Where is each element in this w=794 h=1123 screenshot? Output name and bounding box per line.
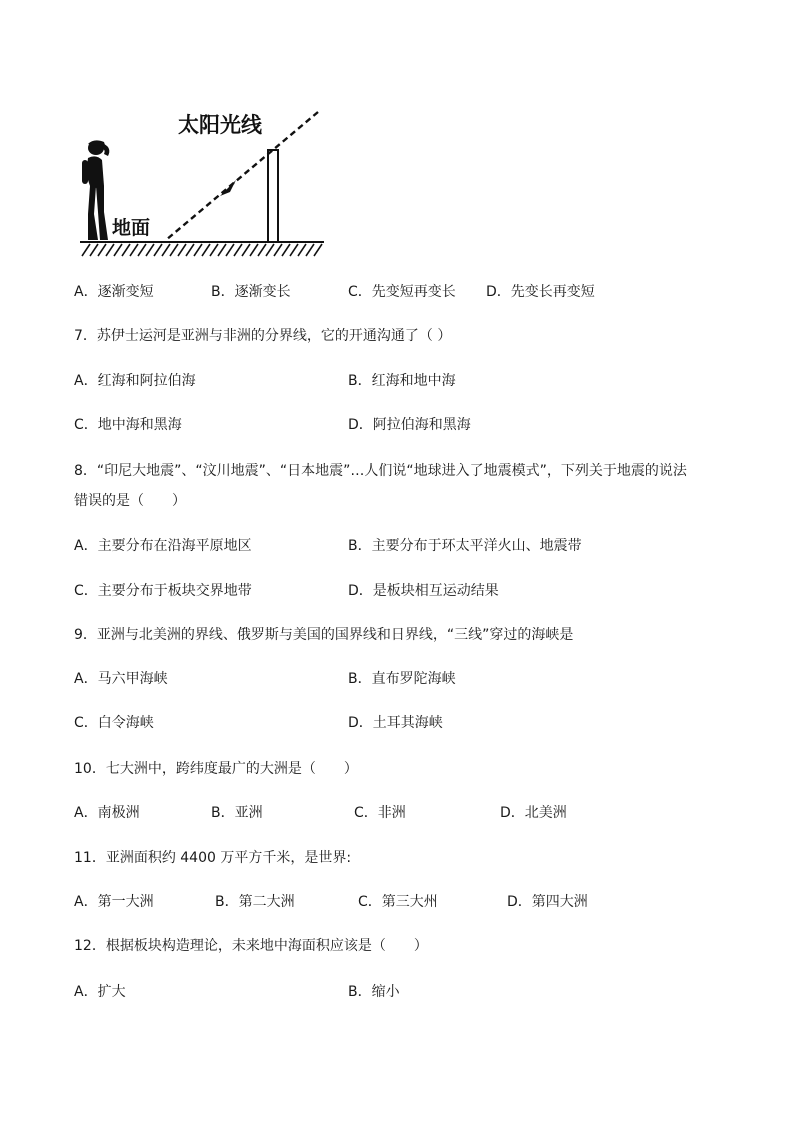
sunlight-label: 太阳光线 — [178, 113, 262, 137]
q7-option-a: A．红海和阿拉伯海 — [74, 373, 196, 389]
q11-option-c: C．第三大州 — [358, 894, 438, 910]
q11-option-a: A．第一大洲 — [74, 894, 154, 910]
q8-option-c: C．主要分布于板块交界地带 — [74, 583, 252, 599]
q7-option-b: B．红海和地中海 — [348, 373, 456, 389]
q7-stem: 7．苏伊士运河是亚洲与非洲的分界线，它的开通沟通了（ ） — [74, 328, 452, 344]
q11-stem: 11．亚洲面积约 4400 万平方千米，是世界: — [74, 850, 352, 866]
q8-stem-line1: 8．“印尼大地震”、“汶川地震”、“日本地震”…人们说“地球进入了地震模式”，下列关于地震的说法 — [74, 463, 687, 479]
q11-option-b: B．第二大洲 — [215, 894, 295, 910]
q6-option-d: D．先变长再变短 — [486, 284, 595, 300]
q8-option-d: D．是板块相互运动结果 — [348, 583, 499, 599]
q6-option-b: B．逐渐变长 — [211, 284, 291, 300]
person-silhouette-icon — [82, 140, 109, 240]
sunlight-arrow-icon — [220, 180, 240, 196]
q9-option-b: B．直布罗陀海峡 — [348, 671, 456, 687]
q8-option-a: A．主要分布在沿海平原地区 — [74, 538, 252, 554]
q6-option-a: A．逐渐变短 — [74, 284, 154, 300]
q7-option-c: C．地中海和黑海 — [74, 417, 182, 433]
q12-option-a: A．扩大 — [74, 984, 126, 1000]
q10-option-a: A．南极洲 — [74, 805, 140, 821]
q9-option-a: A．马六甲海峡 — [74, 671, 168, 687]
ground-hatching — [82, 244, 322, 256]
sunlight-diagram-svg — [74, 104, 334, 266]
q9-option-d: D．土耳其海峡 — [348, 715, 443, 731]
ground-label: 地面 — [112, 217, 151, 239]
q10-option-b: B．亚洲 — [211, 805, 263, 821]
q8-option-b: B．主要分布于环太平洋火山、地震带 — [348, 538, 582, 554]
q6-option-c: C．先变短再变长 — [348, 284, 456, 300]
pole — [268, 150, 278, 242]
q11-option-d: D．第四大洲 — [507, 894, 588, 910]
sunlight-diagram — [74, 104, 334, 266]
q10-stem: 10．七大洲中，跨纬度最广的大洲是（ ） — [74, 761, 358, 777]
q9-stem: 9．亚洲与北美洲的界线、俄罗斯与美国的国界线和日界线，“三线”穿过的海峡是 — [74, 627, 574, 643]
q8-stem-line2: 错误的是（ ） — [74, 493, 186, 509]
q9-option-c: C．白令海峡 — [74, 715, 154, 731]
q12-option-b: B．缩小 — [348, 984, 400, 1000]
q10-option-d: D．北美洲 — [500, 805, 567, 821]
q12-stem: 12．根据板块构造理论，未来地中海面积应该是（ ） — [74, 938, 428, 954]
q10-option-c: C．非洲 — [354, 805, 406, 821]
q7-option-d: D．阿拉伯海和黑海 — [348, 417, 471, 433]
